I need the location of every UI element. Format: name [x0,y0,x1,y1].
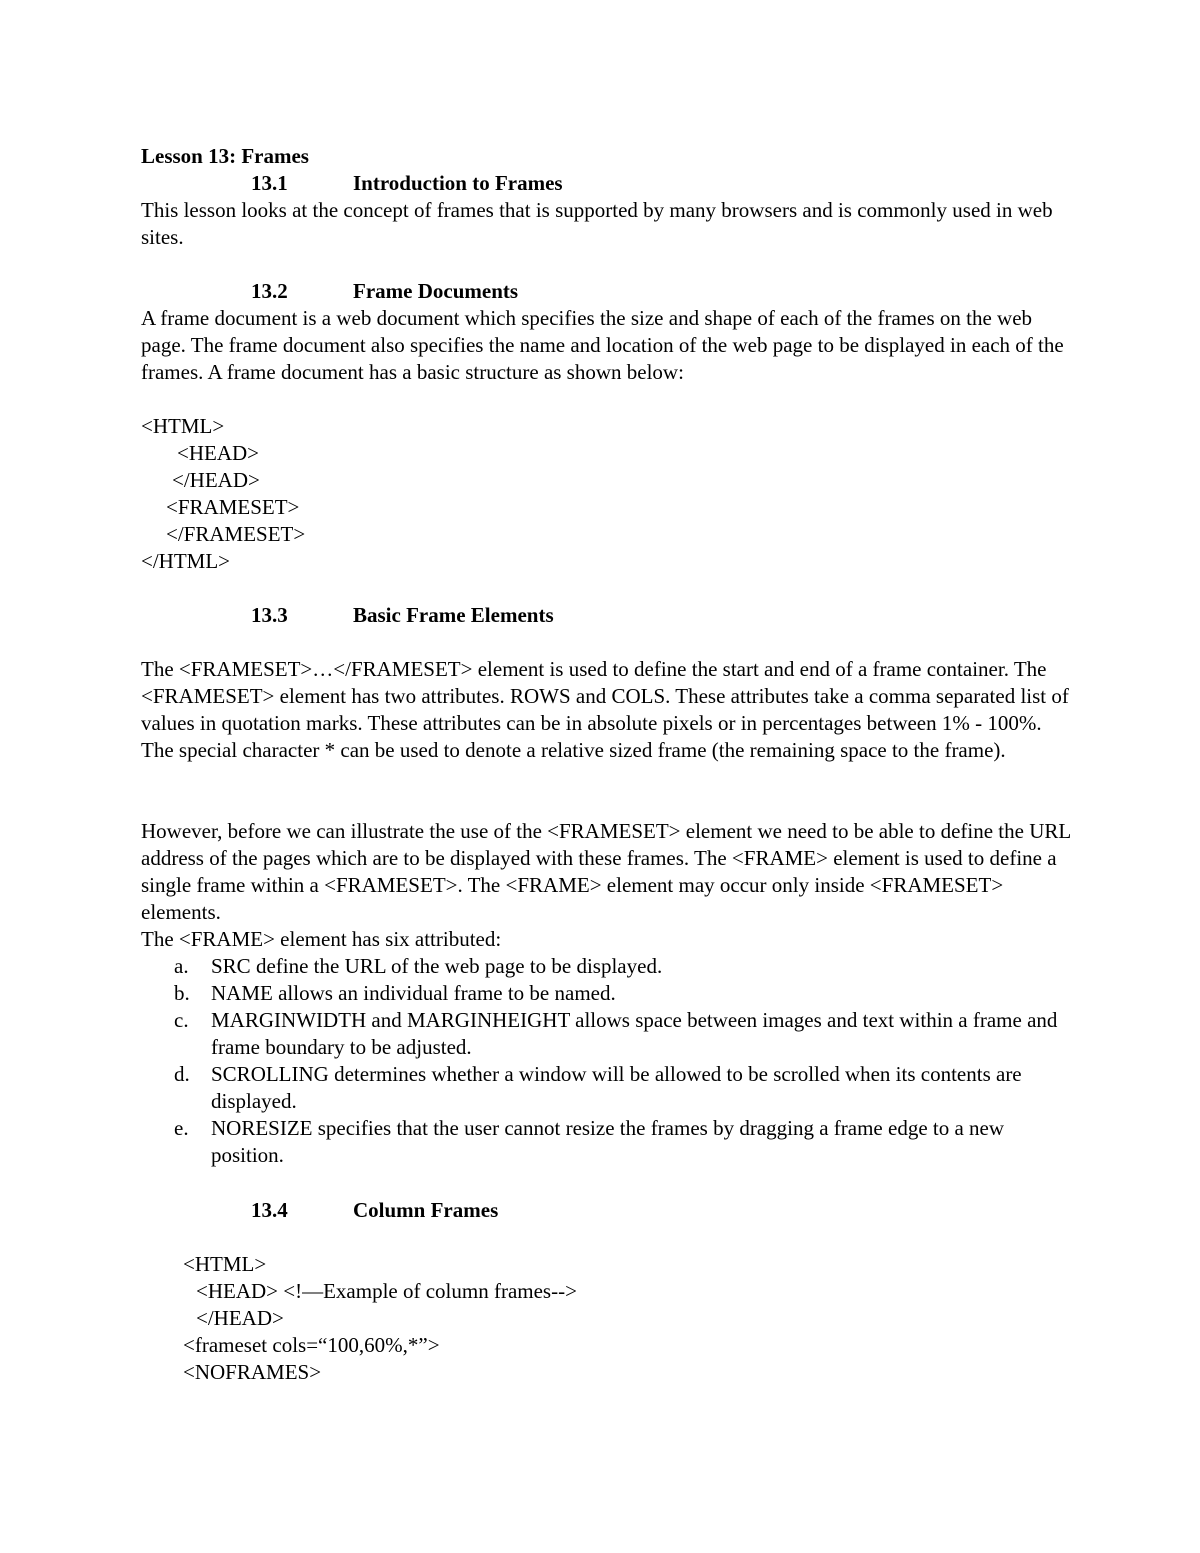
list-item: SCROLLING determines whether a window will be allowed to be scrolled when its contents are displayed. [211,1062,1022,1113]
frameset-paragraph: The <FRAMESET>…</FRAMESET> element is used to define the start and end of a frame container. The <FRAMESET> element has two attributes. ROWS and COLS. These attributes take a comma separated list of values in quotation marks. These attributes can be in absolute pixels or in percentages between 1% - 100%. The special character * can be used to denote a relative sized frame (the remaining space to the frame). [141,657,1069,762]
code-line: <HTML> [183,1252,267,1276]
section-title-basic-frame-elements: Basic Frame Elements [353,603,554,627]
list-item: MARGINWIDTH and MARGINHEIGHT allows space between images and text within a frame and frame boundary to be adjusted. [211,1008,1058,1059]
however-paragraph: However, before we can illustrate the use of the <FRAMESET> element we need to be able to define the URL address of the pages which are to be displayed with these frames. The <FRAME> element is used to define a single frame within a <FRAMESET>. The <FRAME> element may occur only inside <FRAMESET> elements. [141,819,1071,924]
section-title-column-frames: Column Frames [353,1198,499,1222]
code-line: </HEAD> [196,1306,284,1330]
list-marker: c. [174,1008,189,1032]
list-marker: b. [174,981,190,1005]
section-number-13-4: 13.4 [251,1198,288,1222]
code-line: <FRAMESET> [166,495,300,519]
list-item: NORESIZE specifies that the user cannot resize the frames by dragging a frame edge to a new position. [211,1116,1005,1167]
frame-doc-paragraph: A frame document is a web document which specifies the size and shape of each of the frames on the web page. The frame document also specifies the name and location of the web page to be displayed in each of the frames. A frame document has a basic structure as shown below: [141,306,1064,384]
code-line: </HTML> [141,549,231,573]
code-line: <HTML> [141,414,225,438]
code-line: <HEAD> [177,441,260,465]
list-marker: a. [174,954,189,978]
section-number-13-1: 13.1 [251,171,288,195]
code-line: </FRAMESET> [166,522,306,546]
list-marker: e. [174,1116,189,1140]
section-title-introduction: Introduction to Frames [353,171,563,195]
intro-paragraph: This lesson looks at the concept of frames that is supported by many browsers and is commonly used in web sites. [141,198,1053,249]
lesson-title: Lesson 13: Frames [141,144,309,168]
code-line: <NOFRAMES> [183,1360,322,1384]
list-item: NAME allows an individual frame to be named. [211,981,616,1005]
section-number-13-2: 13.2 [251,279,288,303]
code-line: </HEAD> [172,468,260,492]
list-marker: d. [174,1062,190,1086]
list-item: SRC define the URL of the web page to be displayed. [211,954,663,978]
section-title-frame-documents: Frame Documents [353,279,519,303]
section-number-13-3: 13.3 [251,603,288,627]
frame-attributes-intro: The <FRAME> element has six attributed: [141,927,502,951]
code-line: <frameset cols=“100,60%,*”> [183,1333,440,1357]
code-line: <HEAD> <!—Example of column frames--> [196,1279,577,1303]
